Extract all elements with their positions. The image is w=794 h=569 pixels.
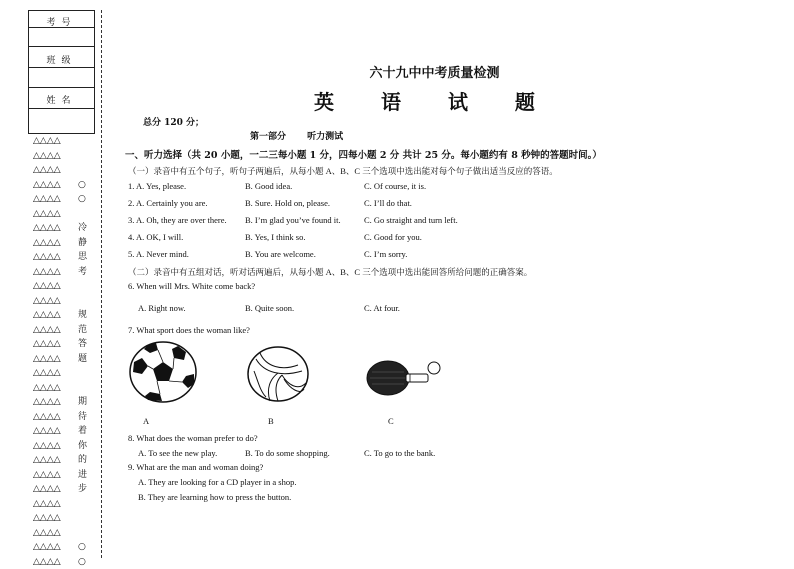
q6-question: 6. When will Mrs. White come back? bbox=[128, 281, 256, 291]
sub-instruction-2: （二）录音中有五组对话，听对话两遍后，从每小题 A、B、C 三个选项中选出能回答所给问题的正确答案。 bbox=[128, 267, 533, 277]
margin-triangles: △△△△ bbox=[33, 513, 61, 523]
margin-triangles: △△△△ bbox=[33, 208, 61, 219]
q9-option-a: A. They are looking for a CD player in a shop. bbox=[138, 477, 297, 487]
margin-row bbox=[33, 134, 103, 148]
margin-glyph: ○ bbox=[78, 542, 86, 552]
q8-option-c: C. To go to the bank. bbox=[364, 448, 436, 458]
margin-triangles: △△△△ bbox=[33, 498, 61, 509]
q3-option-a: 3. A. Oh, they are over there. bbox=[128, 215, 227, 225]
margin-glyph: ○ bbox=[78, 556, 86, 567]
q8-option-a: A. To see the new play. bbox=[138, 448, 218, 458]
total-score: 总分 120 分； bbox=[143, 118, 205, 128]
margin-triangles: △△△△ bbox=[33, 252, 61, 262]
q3-option-c: C. Go straight and turn left. bbox=[364, 215, 458, 225]
margin-row bbox=[33, 439, 103, 453]
margin-triangles: △△△△ bbox=[33, 237, 61, 248]
margin-row bbox=[33, 279, 103, 293]
margin-glyph: 的 bbox=[78, 455, 88, 465]
margin-row bbox=[33, 511, 103, 525]
margin-triangles: △△△△ bbox=[33, 281, 61, 291]
margin-triangles: △△△△ bbox=[33, 310, 61, 320]
margin-row bbox=[33, 192, 103, 206]
q1-option-c: C. Of course, it is. bbox=[364, 181, 427, 191]
q6-option-c: C. At four. bbox=[364, 303, 400, 313]
margin-triangles: △△△△ bbox=[33, 179, 61, 190]
margin-triangles: △△△△ bbox=[33, 440, 61, 451]
margin-row bbox=[33, 497, 103, 511]
margin-triangles: △△△△ bbox=[33, 223, 61, 233]
margin-row bbox=[33, 468, 103, 482]
margin-row bbox=[33, 221, 103, 235]
volleyball-picture bbox=[246, 345, 310, 403]
q7-label-c: C bbox=[388, 416, 394, 426]
sub-instruction-1: （一）录音中有五个句子，听句子两遍后，从每小题 A、B、C 三个选项中选出能对每个句子做出适当反应的答语。 bbox=[128, 166, 558, 176]
margin-glyph: 冷 bbox=[78, 223, 88, 233]
margin-triangles: △△△△ bbox=[33, 368, 61, 378]
q5-option-a: 5. A. Never mind. bbox=[128, 249, 189, 259]
q6-option-a: A. Right now. bbox=[138, 303, 186, 313]
exam-number-label: 考号 bbox=[46, 18, 77, 28]
q2-option-a: 2. A. Certainly you are. bbox=[128, 198, 208, 208]
margin-glyph: 着 bbox=[78, 426, 88, 436]
margin-row bbox=[33, 453, 103, 467]
q1-option-a: 1. A. Yes, please. bbox=[128, 181, 187, 191]
margin-glyph: 你 bbox=[78, 440, 88, 451]
q2-option-b: B. Sure. Hold on, please. bbox=[245, 198, 330, 208]
divider bbox=[29, 27, 94, 28]
q3-option-b: B. I’m glad you’ve found it. bbox=[245, 215, 341, 225]
name-label: 姓名 bbox=[46, 96, 77, 106]
margin-triangles: △△△△ bbox=[33, 411, 61, 422]
margin-row bbox=[33, 308, 103, 322]
part-number: 第一部分 bbox=[250, 132, 287, 142]
margin-triangles: △△△△ bbox=[33, 556, 61, 567]
q8-question: 8. What does the woman prefer to do? bbox=[128, 433, 258, 443]
exam-subject-title: 英 语 试 题 bbox=[314, 90, 555, 114]
margin-triangles: △△△△ bbox=[33, 295, 61, 306]
q7-question: 7. What sport does the woman like? bbox=[128, 325, 250, 335]
margin-row bbox=[33, 366, 103, 380]
margin-row bbox=[33, 207, 103, 221]
margin-row bbox=[33, 236, 103, 250]
q2-option-c: C. I’ll do that. bbox=[364, 198, 412, 208]
q7-label-a: A bbox=[143, 416, 150, 426]
margin-triangles: △△△△ bbox=[33, 353, 61, 364]
margin-triangles: △△△△ bbox=[33, 469, 61, 480]
class-label: 班级 bbox=[46, 56, 77, 66]
section-title: 一、听力选择（共 20 小题，一二三每小题 1 分，四每小题 2 分 共计 25 分。每小题约有 8 秒钟的答题时间。） bbox=[125, 150, 602, 161]
margin-glyph: 题 bbox=[78, 353, 88, 364]
margin-triangles: △△△△ bbox=[33, 382, 61, 393]
margin-triangles: △△△△ bbox=[33, 484, 61, 494]
q9-option-b: B. They are learning how to press the button. bbox=[138, 492, 292, 502]
q4-option-b: B. Yes, I think so. bbox=[245, 232, 306, 242]
margin-row bbox=[33, 250, 103, 264]
margin-row bbox=[33, 265, 103, 279]
margin-triangles: △△△△ bbox=[33, 397, 61, 407]
margin-row bbox=[33, 337, 103, 351]
margin-row bbox=[33, 395, 103, 409]
q9-question: 9. What are the man and woman doing? bbox=[128, 462, 264, 472]
margin-triangles: △△△△ bbox=[33, 339, 61, 349]
margin-triangles: △△△△ bbox=[33, 324, 61, 335]
q6-option-b: B. Quite soon. bbox=[245, 303, 295, 313]
part-name: 听力测试 bbox=[307, 132, 344, 142]
margin-triangles: △△△△ bbox=[33, 426, 61, 436]
margin-row bbox=[33, 482, 103, 496]
q5-option-c: C. I’m sorry. bbox=[364, 249, 408, 259]
margin-row bbox=[33, 323, 103, 337]
margin-glyph: 期 bbox=[78, 397, 88, 407]
margin-row bbox=[33, 149, 103, 163]
margin-triangles: △△△△ bbox=[33, 455, 61, 465]
ping-pong-paddle-picture bbox=[364, 356, 446, 400]
margin-glyph: 进 bbox=[78, 469, 88, 480]
margin-glyph: 静 bbox=[78, 237, 88, 248]
margin-glyph: 思 bbox=[78, 252, 88, 262]
margin-row bbox=[33, 424, 103, 438]
margin-row bbox=[33, 163, 103, 177]
margin-glyph: 规 bbox=[78, 310, 88, 320]
q7-label-b: B bbox=[268, 416, 274, 426]
margin-glyph: 步 bbox=[78, 484, 88, 494]
divider bbox=[29, 46, 94, 47]
q5-option-b: B. You are welcome. bbox=[245, 249, 316, 259]
margin-triangles: △△△△ bbox=[33, 542, 61, 552]
margin-glyph: 考 bbox=[78, 266, 88, 277]
margin-triangles: △△△△ bbox=[33, 194, 61, 204]
margin-triangles: △△△△ bbox=[33, 266, 61, 277]
margin-row bbox=[33, 178, 103, 192]
part-heading bbox=[250, 129, 361, 142]
margin-glyph: 答 bbox=[78, 339, 88, 349]
margin-row bbox=[33, 352, 103, 366]
margin-triangles: △△△△ bbox=[33, 136, 61, 146]
margin-row bbox=[33, 294, 103, 308]
margin-row bbox=[33, 526, 103, 540]
soccer-ball-picture bbox=[128, 340, 198, 404]
school-title: 六十九中中考质量检测 bbox=[369, 66, 500, 81]
margin-triangles: △△△△ bbox=[33, 150, 61, 161]
q4-option-a: 4. A. OK, I will. bbox=[128, 232, 184, 242]
margin-glyph: ○ bbox=[78, 194, 86, 204]
margin-triangles: △△△△ bbox=[33, 165, 61, 175]
margin-row bbox=[33, 381, 103, 395]
q4-option-c: C. Good for you. bbox=[364, 232, 422, 242]
margin-row bbox=[33, 410, 103, 424]
margin-glyph: ○ bbox=[78, 179, 86, 190]
q8-option-b: B. To do some shopping. bbox=[245, 448, 330, 458]
margin-row bbox=[33, 555, 103, 569]
q1-option-b: B. Good idea. bbox=[245, 181, 293, 191]
margin-glyph: 范 bbox=[78, 324, 88, 335]
margin-glyph: 待 bbox=[78, 411, 88, 422]
margin-triangles: △△△△ bbox=[33, 527, 61, 538]
margin-row bbox=[33, 540, 103, 554]
